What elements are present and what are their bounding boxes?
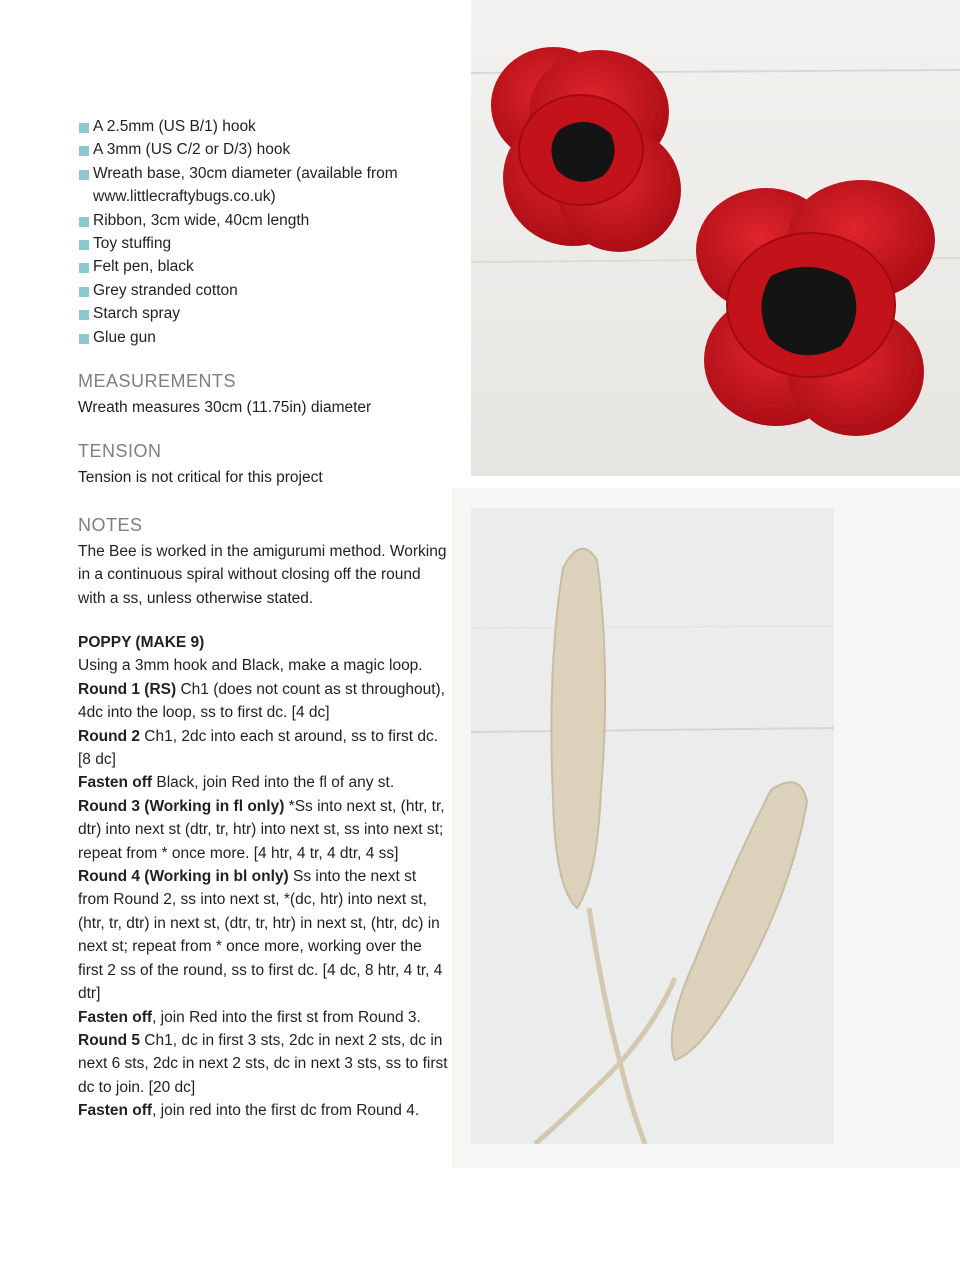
tension-text: Tension is not critical for this project <box>78 469 323 486</box>
notes-title: NOTES <box>78 515 143 535</box>
crochet-poppies-image <box>471 0 960 476</box>
crochet-wheat-image <box>471 508 834 1144</box>
bullet-icon <box>79 240 89 250</box>
list-item: Grey stranded cotton <box>78 279 450 302</box>
poppy-intro: Using a 3mm hook and Black, make a magic loop. <box>78 657 423 675</box>
pattern-step: Round 3 (Working in fl only) *Ss into next st, (htr, tr, dtr) into next st (dtr, tr, htr) into next st, ss into next st; repeat from * once more. [4 htr, 4 tr, 4 dtr, 4 ss] <box>78 797 445 862</box>
bullet-icon <box>79 123 89 133</box>
bullet-icon <box>79 334 89 344</box>
list-item: Ribbon, 3cm wide, 40cm length <box>78 209 450 232</box>
bullet-icon <box>79 310 89 320</box>
measurements-text: Wreath measures 30cm (11.75in) diameter <box>78 399 372 416</box>
list-item: Starch spray <box>78 302 450 325</box>
poppy-heading: POPPY (MAKE 9) <box>78 634 205 651</box>
wheat-photo <box>471 508 834 1144</box>
notes-text: The Bee is worked in the amigurumi method. Working in a continuous spiral without closing off the round with a ss, unless otherwise stated. <box>78 543 447 607</box>
poppy-photo <box>471 0 960 476</box>
bullet-icon <box>79 217 89 227</box>
list-item: Wreath base, 30cm diameter (available from www.littlecraftybugs.co.uk) <box>78 162 450 209</box>
list-item: Toy stuffing <box>78 232 450 255</box>
pattern-step: Round 2 Ch1, 2dc into each st around, ss to first dc. [8 dc] <box>78 727 439 769</box>
list-item: Glue gun <box>78 326 450 349</box>
pattern-step: Round 1 (RS) Ch1 (does not count as st throughout), 4dc into the loop, ss to first dc. [4 dc] <box>78 680 445 722</box>
pattern-step: Fasten off Black, join Red into the fl of any st. <box>78 774 395 792</box>
pattern-step: Round 4 (Working in bl only) Ss into the next st from Round 2, ss into next st, *(dc, htr) into next st, (htr, tr, dtr) in next st, (dtr, tr, htr) in next st, (htr, dc) in next st; repeat from * once more, working over the first 2 ss of the round, ss to first dc. [4 dc, 8 htr, 4 tr, 4 dtr] <box>78 868 443 1003</box>
bullet-icon <box>79 146 89 156</box>
pattern-step: Round 5 Ch1, dc in first 3 sts, 2dc in next 2 sts, dc in next 6 sts, 2dc in next 2 sts, dc in next 3 sts, ss to first dc to join. [20 dc] <box>78 1031 448 1096</box>
list-item: Felt pen, black <box>78 255 450 278</box>
list-item: A 3mm (US C/2 or D/3) hook <box>78 138 450 161</box>
bullet-icon <box>79 170 89 180</box>
pattern-step: Fasten off, join Red into the first st from Round 3. <box>78 1008 421 1026</box>
supplies-list <box>78 115 450 349</box>
bullet-icon <box>79 263 89 273</box>
pattern-step: Fasten off, join red into the first dc from Round 4. <box>78 1102 420 1120</box>
bullet-icon <box>79 287 89 297</box>
poppy-pattern <box>78 631 450 1123</box>
list-item: A 2.5mm (US B/1) hook <box>78 115 450 138</box>
measurements-title: MEASUREMENTS <box>78 371 237 391</box>
tension-title: TENSION <box>78 441 162 461</box>
